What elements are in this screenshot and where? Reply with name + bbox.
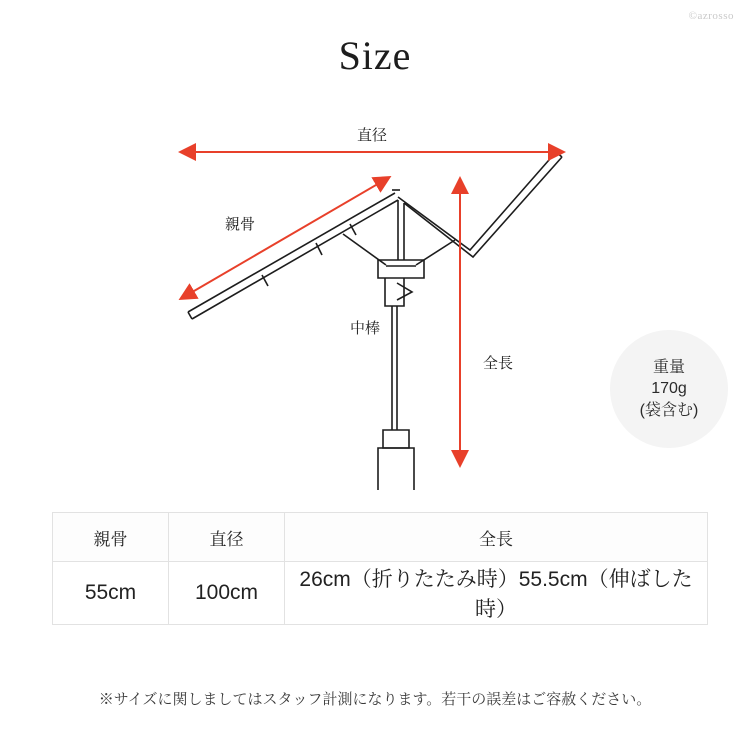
label-shaft: 中棒 [349,320,381,337]
spec-table [52,512,708,625]
watermark: ©azrosso [688,10,734,22]
weight-badge [610,330,728,448]
cell-total-length: 26cm（折りたたみ時）55.5cm（伸ばした時） [285,562,708,625]
page-title: Size [338,33,412,78]
header-rib: 親骨 [53,513,169,562]
footnote: ※サイズに関しましてはスタッフ計測になります。若干の誤差はご容赦ください。 [98,691,652,708]
weight-note: (袋含む) [639,401,699,419]
label-diameter: 直径 [356,127,388,144]
label-rib: 親骨 [224,216,256,233]
cell-diameter: 100cm [169,562,285,625]
header-total-length: 全長 [285,513,708,562]
weight-value: 170g [651,380,687,398]
cell-rib: 55cm [53,562,169,625]
header-diameter: 直径 [169,513,285,562]
weight-label: 重量 [652,358,685,376]
label-total-length: 全長 [482,355,514,372]
table-header-row [53,513,708,562]
table-row [53,562,708,625]
